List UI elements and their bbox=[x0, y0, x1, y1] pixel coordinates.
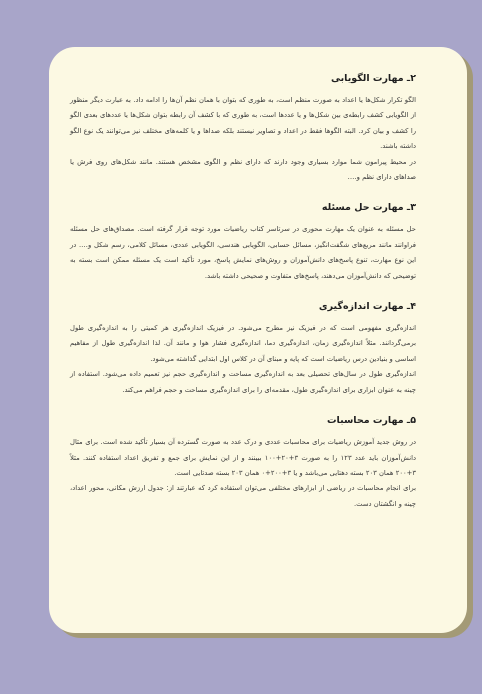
section-pattern-finding bbox=[70, 72, 416, 185]
section-title: ۵ـ مهارت محاسبات bbox=[326, 415, 416, 427]
section-title: ۲ـ مهارت الگویابی bbox=[330, 73, 416, 84]
paragraph: الگو تکرار شکل‌ها یا اعداد به صورت منظم است، به طوری که بتوان با همان نظم آن‌ها را ادامه داد. به عبارت دیگر منظور از الگویابی کشف رابطه‌ی بین شکل‌ها و یا عددها است، به طوری که با کشف آن رابطه بتوان شکل‌ها یا عددهای بعدی الگو را کشف و بیان کرد. البته الگوها فقط در اعداد و تصاویر نیستند بلکه صداها و یا کلمه‌های مختلف نیز می‌توانند یک نوع الگو داشته باشند. bbox=[70, 96, 416, 151]
section-measurement bbox=[70, 300, 416, 398]
section-title: ۳ـ مهارت حل مسئله bbox=[321, 202, 416, 214]
paragraph: اندازه‌گیری مفهومی است که در فیزیک نیز مطرح می‌شود. در فیزیک اندازه‌گیری هر کمیتی را به اندازه‌گیری طول برمی‌گردانند. مثلاً اندازه‌گیری زمان، اندازه‌گیری دما، اندازه‌گیری فشار هوا و مانند آن. لذا اندازه‌گیری طول از مفاهیم اساسی و بنیادین درس ریاضیات است که پایه و مبنای آن در کلاس اول ابتدایی گذاشته می‌شود. bbox=[70, 324, 416, 363]
paragraph: اندازه‌گیری طول در سال‌های تحصیلی بعد به اندازه‌گیری مساحت و اندازه‌گیری حجم نیز تعمیم داده می‌شود. استفاده از چینه به عنوان ابزاری برای اندازه‌گیری طول، مقدمه‌ای را برای اندازه‌گیری مساحت و حجم فراهم می‌کند. bbox=[70, 370, 416, 394]
section-title: ۴ـ مهارت اندازه‌گیری bbox=[318, 301, 416, 313]
paragraph: در محیط پیرامون شما موارد بسیاری وجود دارند که دارای نظم و الگوی مشخص هستند. مانند شکل‌های روی فرش یا صداهای دارای نظم و…. bbox=[70, 157, 416, 182]
paragraph: در روش جدید آموزش ریاضیات برای محاسبات عددی و درک عدد به صورت گسترده آن بسیار تأکید شده است. برای مثال دانش‌آموزان باید عدد ۱۲۳ را به صورت ۳+۲۰+۱۰۰ ببینند و از این نمایش برای جمع و تفریق اعداد استفاده کنند. مثلاً ۳+۲۰۰ همان ۲۰۳ بسته دهتایی می‌باشد و یا ۳+۲۰۰+۰ همان ۲۰۳ بسته صدتایی است. bbox=[70, 438, 416, 477]
section-problem-solving bbox=[70, 201, 416, 284]
paragraph: برای انجام محاسبات در ریاضی از ابزارهای مختلفی می‌توان استفاده کرد که عبارتند از: جدول ارزش مکانی، محور اعداد، چینه و انگشتان دست. bbox=[70, 484, 416, 508]
section-calculation bbox=[70, 414, 416, 512]
paragraph: حل مسئله به عنوان یک مهارت محوری در سرتاسر کتاب ریاضیات مورد توجه قرار گرفته است. مصداق‌های حل مسئله فراوانند مانند مربع‌های شگفت‌انگیز، مسائل حسابی، الگویابی هندسی، الگویابی عددی، مسائل کلامی، رسم شکل و…. در این نوع مهارت، تنوع پاسخ‌های دانش‌آموزان و روش‌های نمایش پاسخ، مورد تأکید است یک مسئله ممکن است بسته به توضیحی که دانش‌آموزان می‌دهند، پاسخ‌های متفاوت و صحیحی داشته باشد. bbox=[70, 225, 416, 280]
document-body bbox=[70, 72, 416, 528]
